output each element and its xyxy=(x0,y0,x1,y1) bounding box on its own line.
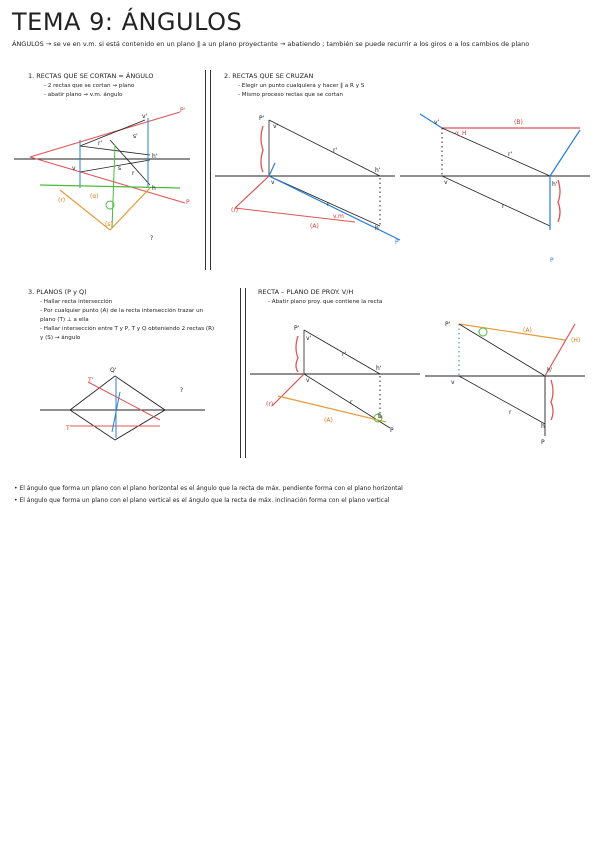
label-r: r xyxy=(132,170,135,177)
label-t: T xyxy=(66,425,70,432)
section-1-heading: 1. RECTAS QUE SE CORTAN = ÁNGULO xyxy=(28,72,154,80)
label-r-paren: (r) xyxy=(266,401,274,408)
vertical-divider xyxy=(240,288,241,458)
label-v: v xyxy=(271,179,275,186)
label-v-prime: v' xyxy=(306,335,312,342)
section-4-heading: RECTA – PLANO DE PROY. V/H xyxy=(258,288,354,296)
label-h: h xyxy=(152,185,156,192)
label-h-prime: h' xyxy=(552,181,558,188)
section-3-bullet: - Por cualquier punto (A) de la recta intersección trazar un plano (T) ⊥ a ella xyxy=(40,308,204,323)
page-title: TEMA 9: ÁNGULOS xyxy=(12,8,243,36)
section-4-bullets xyxy=(268,298,468,307)
label-p-prime: P' xyxy=(294,325,300,332)
distance-brace xyxy=(296,336,298,372)
line-s xyxy=(110,140,150,185)
label-r-paren: (r) xyxy=(231,207,239,214)
label-v: v xyxy=(444,179,448,186)
label-p: P xyxy=(395,239,399,246)
vertical-divider xyxy=(205,70,206,270)
section-2-bullets xyxy=(238,82,438,100)
section-1-bullet: - 2 rectas que se cortan → plano xyxy=(44,83,135,89)
section-2-heading: 2. RECTAS QUE SE CRUZAN xyxy=(224,72,314,80)
rabatted-line-a xyxy=(459,324,565,340)
note-vertical: • El ángulo que forma un plano con el plano vertical es el ángulo que la recta de máx. inclinación forma con el plano vertical xyxy=(14,497,390,504)
line-r xyxy=(459,376,545,424)
vertical-divider xyxy=(210,70,211,270)
label-h: h xyxy=(378,413,382,420)
label-r: r xyxy=(350,399,353,406)
label-question: ? xyxy=(180,387,184,394)
intro-text: ÁNGULOS → se ve en v.m. si está contenido en un plano ∥ a un plano proyectante → abatiendo ; también se puede recurrir a los giros o a los cambios de plano xyxy=(12,40,530,48)
trace-p xyxy=(269,176,400,240)
distance-brace xyxy=(551,380,553,420)
label-v: v xyxy=(451,379,455,386)
figure-2-crossing-lines xyxy=(215,108,399,268)
section-4-bullet: - Abatir plano proy. que contiene la recta xyxy=(268,299,383,305)
label-q-prime: Q' xyxy=(110,367,117,374)
label-p: P xyxy=(550,257,554,264)
trace-red xyxy=(235,176,269,208)
trace-t-prime xyxy=(88,382,160,420)
section-3-heading: 3. PLANOS (P y Q) xyxy=(28,288,87,296)
trace-p-prime xyxy=(30,112,180,157)
label-h-paren: (H) xyxy=(571,337,581,344)
label-h: h xyxy=(541,423,545,430)
label-a: (A) xyxy=(310,223,319,230)
label-p: P xyxy=(186,199,190,206)
label-r: r xyxy=(327,201,330,208)
label-r-paren: (r) xyxy=(58,197,66,204)
trace-p-prime xyxy=(550,130,580,176)
angle-mark xyxy=(479,328,487,336)
label-r-prime: r' xyxy=(508,151,513,158)
distance-brace xyxy=(261,126,263,172)
trace-p-prime xyxy=(269,163,275,176)
label-h: h xyxy=(375,225,379,232)
label-p-prime: P' xyxy=(445,321,451,328)
label-r: r xyxy=(502,203,505,210)
label-h-prime: h' xyxy=(375,167,381,174)
section-2-bullet: - Mismo proceso rectas que se cortan xyxy=(238,92,343,98)
section-3-bullet: - Hallar recta intersección xyxy=(40,299,113,305)
line-r-prime xyxy=(459,324,545,376)
figure-1-intersecting-lines xyxy=(0,100,200,260)
label-h-prime: h' xyxy=(376,365,382,372)
label-h-prime: h' xyxy=(547,367,553,374)
label-r-prime: r' xyxy=(342,351,347,358)
line-r-prime xyxy=(269,120,380,176)
figure-3-planes xyxy=(30,362,210,442)
figure-4-line-plane xyxy=(250,318,420,448)
section-1-bullets xyxy=(44,82,204,100)
label-s-prime: s' xyxy=(133,133,138,140)
label-p: P xyxy=(541,439,545,446)
note-horizontal: • El ángulo que forma un plano con el plano horizontal es el ángulo que la recta de máx. pendiente forma con el plano horizontal xyxy=(14,485,403,492)
section-3-bullets xyxy=(40,298,215,343)
line-r xyxy=(80,160,150,172)
trace-p xyxy=(30,157,185,203)
label-p-prime: P' xyxy=(259,115,265,122)
label-v: v xyxy=(72,165,76,172)
label-t-prime: T' xyxy=(88,377,94,384)
label-a: (A) xyxy=(523,327,532,334)
label-v-prime: v' xyxy=(273,123,279,130)
hinge-line xyxy=(40,185,180,188)
label-a: (A) xyxy=(324,417,333,424)
vertical-divider xyxy=(245,288,246,458)
label-v-prime: v' xyxy=(434,119,440,126)
label-s: s xyxy=(118,165,122,172)
distance-brace xyxy=(558,180,560,222)
label-alpha-h: α_H xyxy=(455,130,467,137)
label-h-prime: h' xyxy=(152,153,158,160)
section-2-bullet: - Elegir un punto cualquiera y hacer ∥ a R y S xyxy=(238,83,365,89)
label-alpha: (α) xyxy=(90,193,99,200)
label-v: v xyxy=(306,377,310,384)
plane-traces xyxy=(70,376,165,440)
label-b: (B) xyxy=(514,119,523,126)
section-1-bullet: - abatir plano → v.m. ángulo xyxy=(44,92,123,98)
label-question: ? xyxy=(150,235,154,242)
label-r-prime: r' xyxy=(98,140,103,147)
label-s-paren: (s) xyxy=(105,221,113,228)
section-3-bullet: - Hallar intersección entre T y P, T y Q obteniendo 2 rectas (R) y (S) → ángulo xyxy=(40,326,215,341)
label-p-prime: P' xyxy=(180,107,186,114)
label-r-prime: r' xyxy=(333,147,338,154)
figure-4b-line-plane xyxy=(425,316,590,446)
label-r: r xyxy=(509,409,512,416)
figure-2b-crossing-lines xyxy=(400,110,590,270)
label-p: P xyxy=(390,427,394,434)
label-v-prime: v' xyxy=(142,113,148,120)
label-vm: v.m xyxy=(333,213,344,220)
line-r xyxy=(442,176,550,226)
